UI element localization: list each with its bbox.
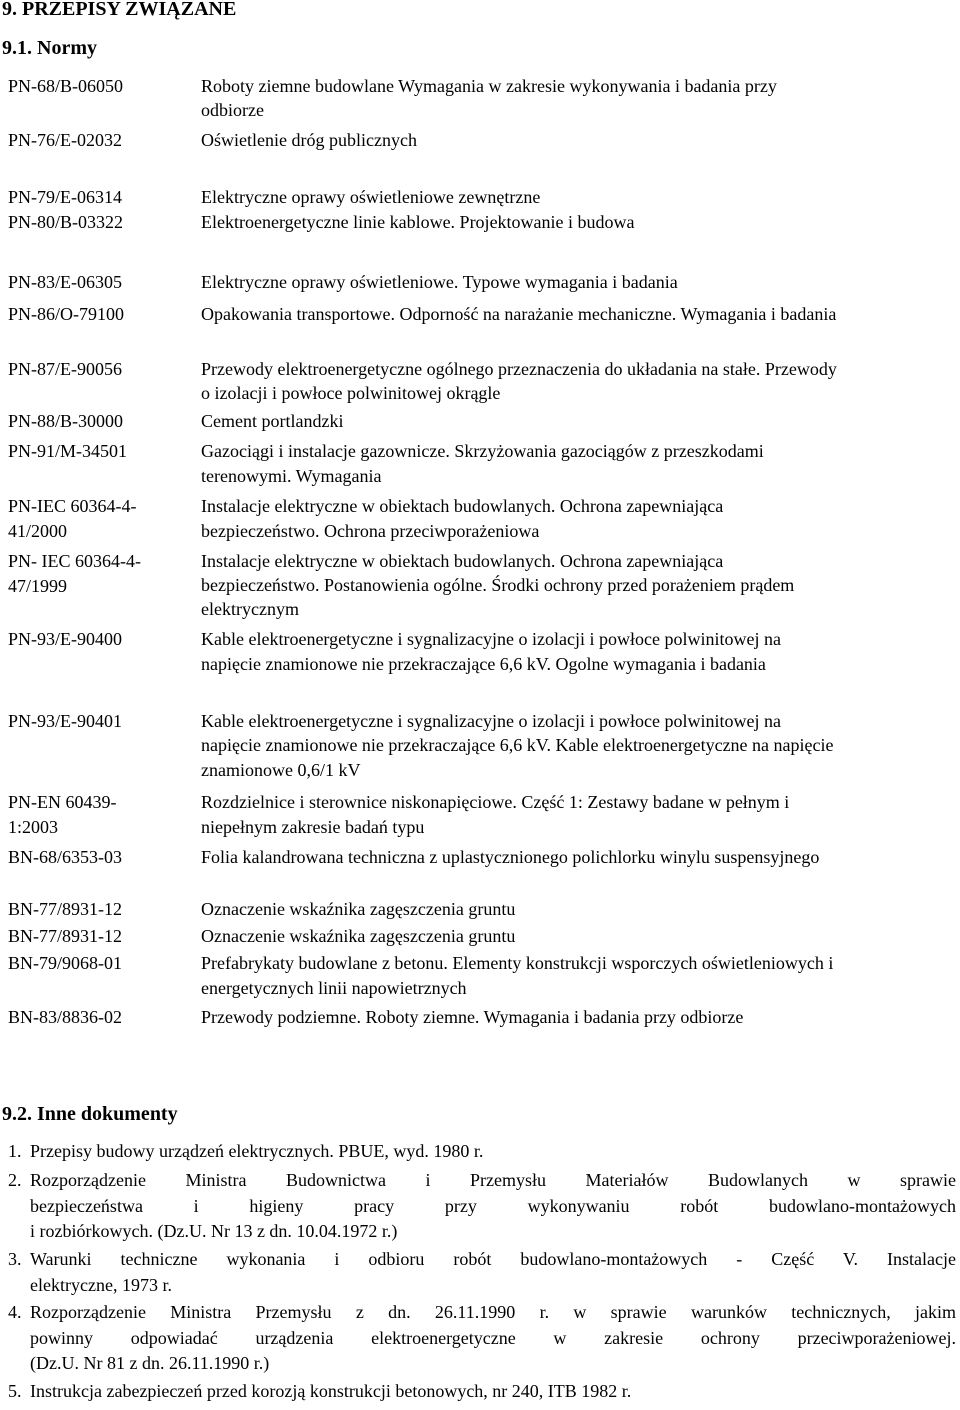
norm-description: Opakowania transportowe. Odporność na narażanie mechaniczne. Wymagania i badania bbox=[201, 304, 837, 324]
norm-description: elektrycznym bbox=[201, 599, 299, 619]
norm-code: PN-88/B-30000 bbox=[8, 411, 124, 431]
norm-description: znamionowe 0,6/1 kV bbox=[201, 760, 361, 780]
document-text: Warunki techniczne wykonania i odbioru robót budowlano-montażowych - Część V. Instalacje bbox=[30, 1249, 956, 1269]
norm-description: Przewody podziemne. Roboty ziemne. Wymagania i badania przy odbiorze bbox=[201, 1007, 744, 1027]
norm-description: Oznaczenie wskaźnika zagęszczenia gruntu bbox=[201, 926, 516, 946]
norm-description: Kable elektroenergetyczne i sygnalizacyjne o izolacji i powłoce polwinitowej na bbox=[201, 629, 781, 649]
norm-description: Kable elektroenergetyczne i sygnalizacyjne o izolacji i powłoce polwinitowej na bbox=[201, 711, 781, 731]
norm-code: BN-83/8836-02 bbox=[8, 1007, 122, 1027]
norm-description: energetycznych linii napowietrznych bbox=[201, 978, 467, 998]
norm-code: BN-79/9068-01 bbox=[8, 953, 122, 973]
document-number: 5. bbox=[8, 1381, 22, 1401]
norm-description: Oznaczenie wskaźnika zagęszczenia gruntu bbox=[201, 899, 516, 919]
document-number: 3. bbox=[8, 1249, 22, 1269]
norm-description: napięcie znamionowe nie przekraczające 6,6 kV. Ogolne wymagania i badania bbox=[201, 654, 766, 674]
norm-description: Instalacje elektryczne w obiektach budowlanych. Ochrona zapewniająca bbox=[201, 551, 724, 571]
norm-code: PN-EN 60439- bbox=[8, 792, 117, 812]
norm-description: terenowymi. Wymagania bbox=[201, 466, 382, 486]
document-number: 4. bbox=[8, 1302, 22, 1322]
norm-description: Elektroenergetyczne linie kablowe. Projektowanie i budowa bbox=[201, 212, 635, 232]
norm-code: PN-83/E-06305 bbox=[8, 272, 122, 292]
document-text: Rozporządzenie Ministra Budownictwa i Przemysłu Materiałów Budowlanych w sprawie bbox=[30, 1170, 956, 1190]
norm-code: PN- IEC 60364-4- bbox=[8, 551, 141, 571]
subsection-heading-normy: 9.1. Normy bbox=[2, 37, 97, 59]
norm-description: Gazociągi i instalacje gazownicze. Skrzyżowania gazociągów z przeszkodami bbox=[201, 441, 764, 461]
section-heading: 9. PRZEPISY ZWIĄZANE bbox=[2, 0, 237, 20]
norm-description: Instalacje elektryczne w obiektach budowlanych. Ochrona zapewniająca bbox=[201, 496, 724, 516]
norm-description: Przewody elektroenergetyczne ogólnego przeznaczenia do układania na stałe. Przewody bbox=[201, 359, 837, 379]
norm-description: Elektryczne oprawy oświetleniowe. Typowe wymagania i badania bbox=[201, 272, 678, 292]
norm-description: Folia kalandrowana techniczna z uplastycznionego polichlorku winylu suspensyjnego bbox=[201, 847, 820, 867]
norm-code: PN-68/B-06050 bbox=[8, 76, 124, 96]
norm-description: niepełnym zakresie badań typu bbox=[201, 817, 425, 837]
norm-code: 47/1999 bbox=[8, 576, 68, 596]
document-text: (Dz.U. Nr 81 z dn. 26.11.1990 r.) bbox=[30, 1353, 270, 1373]
norm-description: Rozdzielnice i sterownice niskonapięciowe. Część 1: Zestawy badane w pełnym i bbox=[201, 792, 790, 812]
norm-code: PN-79/E-06314 bbox=[8, 187, 122, 207]
subsection-heading-inne: 9.2. Inne dokumenty bbox=[2, 1103, 178, 1125]
norm-code: PN-86/O-79100 bbox=[8, 304, 124, 324]
norm-code: PN-93/E-90401 bbox=[8, 711, 122, 731]
norm-code: PN-91/M-34501 bbox=[8, 441, 128, 461]
document-text: powinny odpowiadać urządzenia elektroenergetyczne w zakresie ochrony przeciwporażeniowej. bbox=[30, 1328, 956, 1348]
norm-code: BN-68/6353-03 bbox=[8, 847, 122, 867]
document-text: bezpieczeństwa i higieny pracy przy wykonywaniu robót budowlano-montażowych bbox=[30, 1196, 956, 1216]
norm-code: BN-77/8931-12 bbox=[8, 899, 122, 919]
norm-description: Elektryczne oprawy oświetleniowe zewnętrzne bbox=[201, 187, 541, 207]
norm-description: napięcie znamionowe nie przekraczające 6,6 kV. Kable elektroenergetyczne na napięcie bbox=[201, 735, 834, 755]
document-number: 2. bbox=[8, 1170, 22, 1190]
norm-code: PN-93/E-90400 bbox=[8, 629, 122, 649]
document-text: Instrukcja zabezpieczeń przed korozją konstrukcji betonowych, nr 240, ITB 1982 r. bbox=[30, 1381, 632, 1401]
norm-code: BN-77/8931-12 bbox=[8, 926, 122, 946]
norm-code: PN-76/E-02032 bbox=[8, 130, 122, 150]
norm-code: PN-IEC 60364-4- bbox=[8, 496, 137, 516]
norm-description: Oświetlenie dróg publicznych bbox=[201, 130, 417, 150]
norm-code: PN-87/E-90056 bbox=[8, 359, 122, 379]
norm-description: bezpieczeństwo. Postanowienia ogólne. Środki ochrony przed porażeniem prądem bbox=[201, 575, 795, 595]
document-number: 1. bbox=[8, 1141, 22, 1161]
norm-description: Prefabrykaty budowlane z betonu. Elementy konstrukcji wsporczych oświetleniowych i bbox=[201, 953, 834, 973]
norm-description: o izolacji i powłoce polwinitowej okrągle bbox=[201, 383, 501, 403]
norm-code: 1:2003 bbox=[8, 817, 59, 837]
norm-description: odbiorze bbox=[201, 100, 264, 120]
norm-code: 41/2000 bbox=[8, 521, 68, 541]
document-text: elektryczne, 1973 r. bbox=[30, 1275, 172, 1295]
norm-code: PN-80/B-03322 bbox=[8, 212, 124, 232]
norm-description: Roboty ziemne budowlane Wymagania w zakresie wykonywania i badania przy bbox=[201, 76, 777, 96]
document-text: Rozporządzenie Ministra Przemysłu z dn. 26.11.1990 r. w sprawie warunków technicznych, jakim bbox=[30, 1302, 956, 1322]
norm-description: bezpieczeństwo. Ochrona przeciwporażeniowa bbox=[201, 521, 540, 541]
document-text: i rozbiórkowych. (Dz.U. Nr 13 z dn. 10.04.1972 r.) bbox=[30, 1221, 398, 1241]
norm-description: Cement portlandzki bbox=[201, 411, 344, 431]
document-text: Przepisy budowy urządzeń elektrycznych. PBUE, wyd. 1980 r. bbox=[30, 1141, 484, 1161]
